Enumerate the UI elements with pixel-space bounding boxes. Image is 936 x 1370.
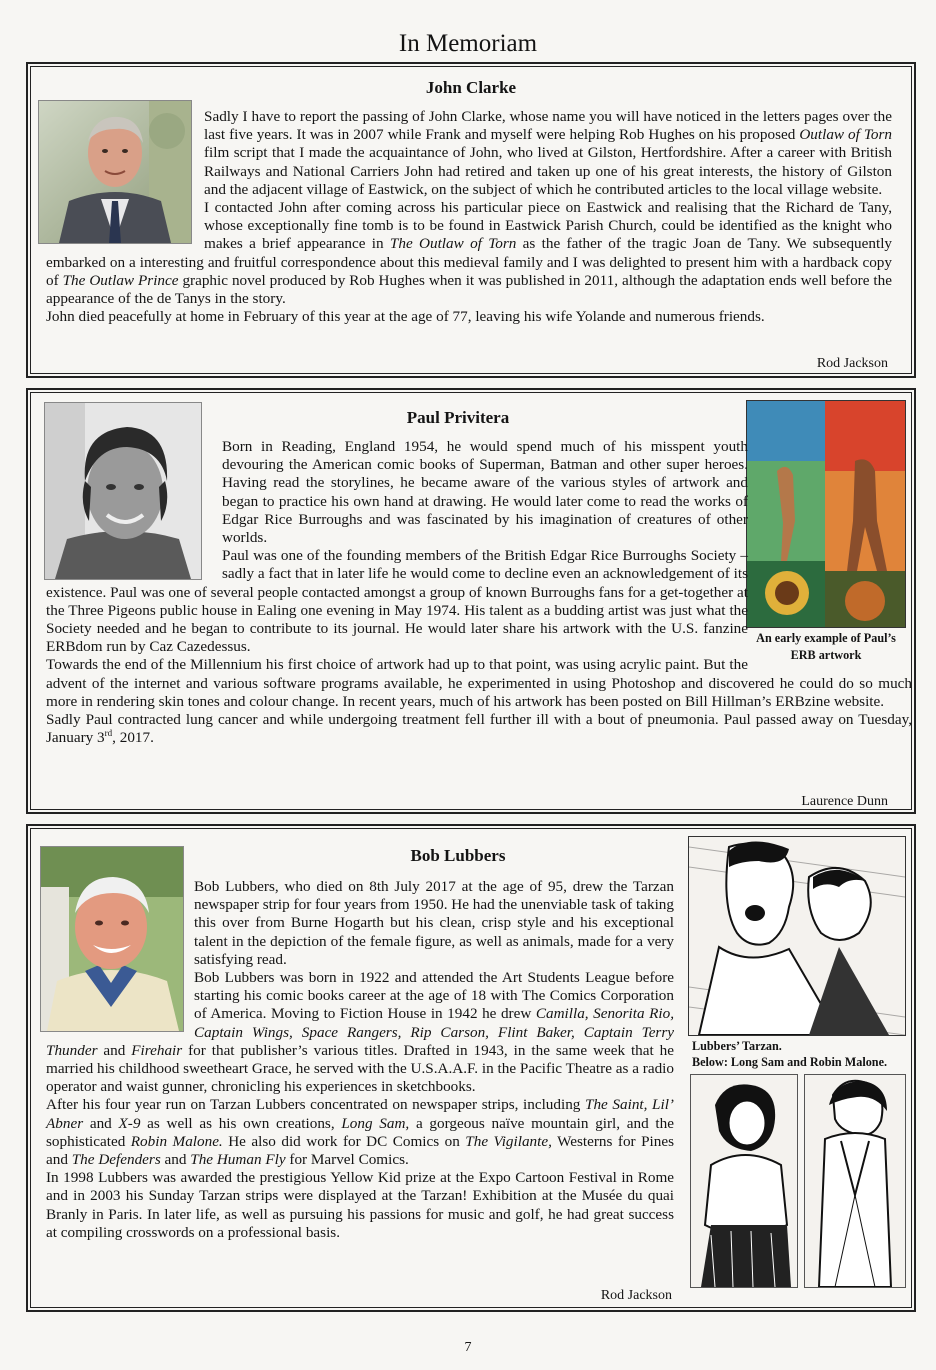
obituary-text [46,878,674,1242]
obituary-heading: Paul Privitera [406,408,510,427]
long-sam-comic-image [690,1074,798,1288]
obituary-bob-lubbers [26,824,916,1312]
artwork-spacer [748,438,912,668]
paragraph: After his four year run on Tarzan Lubbers concentrated on newspaper strips, including The Saint, Lil’ Abner and X-9 as well as his own creations, Long Sam, a gorgeous naïve mountain girl, and the sophisticated Robin Malone. He also did work for DC Comics on The Vigilante, Westerns for Pines and The Defenders and The Human Fly for Marvel Comics. [46,1096,674,1169]
paragraph: Born in Reading, England 1954, he would spend much of his misspent youth devouring the American comic books of Superman, Batman and other super heroes. Having read the storylines, he became aware of the various styles of artwork and began to practice his own hand at drawing. He would later come to read the works of Edgar Rice Burroughs and was fascinated by his imagination of creatures of other worlds. [222,438,748,547]
photo-spacer [46,878,194,1040]
paragraph: I contacted John after coming across his particular piece on Eastwick and realising that the Richard de Tany, whose exceptionally fine tomb is to be found in Eastwick Parish Church, could be identified as the knight who makes a brief appearance in The Outlaw of Torn as the father of the tragic Joan de Tany. We subsequently embarked on a interesting and fruitful correspondence about this medieval family and I was delighted to present him with a hardback copy of The Outlaw Prince graphic novel produced by Rob Hughes when it was published in 2011, although the adaptation ends well before the appearance of the de Tanys in the story. [46,199,893,308]
obituary-text [46,108,892,326]
author-signature: Rod Jackson [600,1288,672,1303]
obituary-heading: John Clarke [425,78,517,97]
paragraph: Sadly I have to report the passing of John Clarke, whose name you will have noticed in the letters pages over the last five years. It was in 2007 while Frank and myself were helping Rob Hughes on his proposed Outlaw of Torn film script that I made the acquaintance of John, who lived at Gilston, Hertfordshire. After a career with British Railways and National Carriers John had retired and taken up one of his great interests, the history of Gilston and the adjacent village of Eastwick, on the subject of which he contributed articles to the local village website. [204,108,893,198]
paragraph: Paul was one of the founding members of the British Edgar Rice Burroughs Society – sadly a fact that in later life he would come to decline even an acknowledgement of its existence. Paul was one of several people contacted amongst a group of known Burroughs fans for a get-together at the Three Pigeons public house in Ealing one evening in May 1974. His talent as a budding artist was just what the Society needed and he began to contribute to its journal. He would later share his artwork with the U.S. fanzine ERBdom run by Caz Cazedessus. [46,547,748,656]
photo-spacer [46,108,204,244]
page-title: In Memoriam [398,30,538,57]
obituary-john-clarke [26,62,916,378]
photo-spacer [46,438,222,582]
paragraph: Towards the end of the Millennium his first choice of artwork had up to that point, was using acrylic paint. But the advent of the internet and various software programs available, he experimented in using Photoshop and discovered he could do so much more in rendering skin tones and colour change. In recent years, much of his artwork has been posted on Bill Hillman’s ERBzine website. [46,656,912,710]
comic-caption-2: Below: Long Sam and Robin Malone. [692,1055,888,1069]
robin-malone-comic-image [804,1074,906,1288]
paragraph: Bob Lubbers was born in 1922 and attended the Art Students League before starting his comic books career at the age of 18 with The Comics Corporation of America. Moving to Fiction House in 1942 he drew Camilla, Senorita Rio, Captain Wings, Space Rangers, Rip Carson, Flint Baker, Captain Terry Thunder and Firehair for that publisher’s various titles. Drafted in 1943, in the same week that he married his childhood sweetheart Grace, he served with the U.S.A.A.F. in the Pacific Theatre as a radio operator and waist gunner, chronicling his experiences in sketchbooks. [46,969,674,1096]
obituary-heading: Bob Lubbers [410,846,506,865]
paragraph: In 1998 Lubbers was awarded the prestigious Yellow Kid prize at the Expo Cartoon Festival in Rome and in 2003 his Sunday Tarzan strips were displayed at the Tarzan! Exhibition at the Musée du quai Branly in Paris. In later life, as well as pursuing his passions for music and golf, he had great success at compiling crosswords on a professional basis. [46,1169,674,1241]
artwork-caption: An early example of Paul’s ERB artwork [756,631,896,662]
obituary-text [46,438,912,747]
author-signature: Laurence Dunn [801,794,888,809]
tarzan-comic-image [688,836,906,1036]
page-number: 7 [464,1340,472,1355]
author-signature: Rod Jackson [816,356,888,371]
paragraph: John died peacefully at home in February of this year at the age of 77, leaving his wife Yolande and numerous friends. [46,308,765,326]
paragraph: Bob Lubbers, who died on 8th July 2017 at the age of 95, drew the Tarzan newspaper strip for four years from 1950. He had the unenviable task of taking this over from Burne Hogarth but his clean, crisp style and his exceptional talent in the depiction of the female figure, as well as animals, made for a very satisfying read. [194,878,674,968]
comic-caption-1: Lubbers’ Tarzan. [692,1039,782,1053]
paragraph: Sadly Paul contracted lung cancer and while undergoing treatment fell further ill with a bout of pneumonia. Paul passed away on Tuesday, January 3rd, 2017. [46,711,912,747]
obituary-paul-privitera [26,388,916,814]
